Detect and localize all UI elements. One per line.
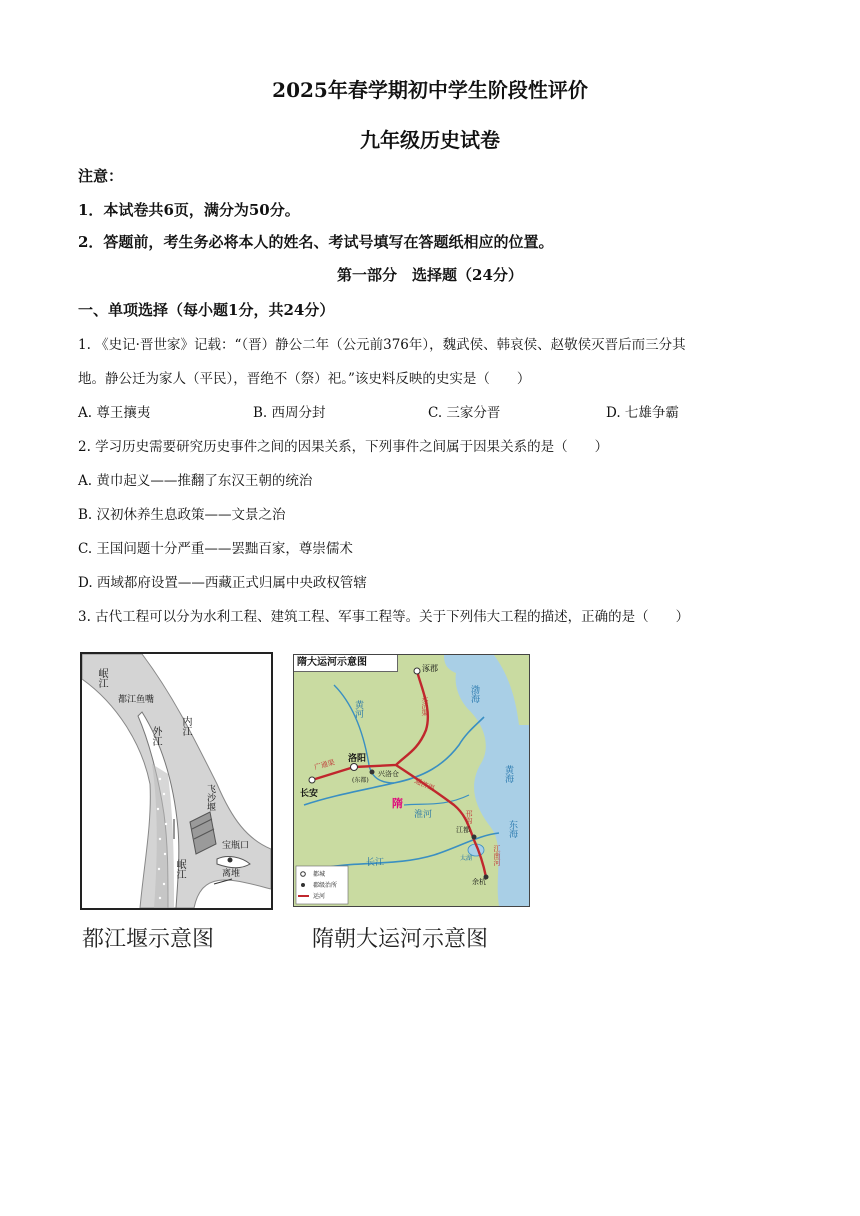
page-subtitle: 九年级历史试卷	[360, 128, 500, 152]
notice-item: 1．本试卷共6页，满分为50分。	[78, 201, 300, 219]
label-waijiang: 外江	[150, 726, 161, 746]
label-huanghai: 黄海	[503, 765, 513, 783]
label-hangou: 邗沟	[465, 810, 473, 824]
label-baopingkou: 宝瓶口	[222, 841, 250, 851]
label-yuhang: 余杭	[472, 878, 486, 886]
label-donghai: 东海	[507, 820, 517, 838]
notice-heading: 注意：	[78, 167, 124, 185]
label-feishayan: 飞沙堰	[205, 784, 215, 811]
section-title: 一、单项选择（每小题1分，共24分）	[78, 301, 335, 319]
question-1-stem: 1. 《史记·晋世家》记载：“（晋）静公二年（公元前376年），魏武侯、韩哀侯、赵敬侯灭晋后而三分其	[78, 337, 686, 353]
page-title: 2025年春学期初中学生阶段性评价	[272, 78, 588, 102]
dujiangyan-diagram	[80, 652, 273, 910]
label-huanghe: 黄河	[353, 700, 363, 718]
label-guangtongqu: 广通渠	[313, 758, 336, 772]
sui-canal-map	[293, 654, 530, 907]
q1-option-d: D. 七雄争霸	[606, 405, 679, 421]
q2-option-a: A. 黄巾起义——推翻了东汉王朝的统治	[78, 473, 313, 489]
label-jiangnanhe: 江南河	[493, 845, 501, 866]
label-yongjiqu: 永济渠	[421, 695, 429, 716]
label-minjiang-bottom: 岷江	[174, 859, 185, 879]
legend-capital: 都城	[313, 871, 326, 878]
label-luoyang: 洛阳	[348, 754, 367, 764]
canal-caption: 隋朝大运河示意图	[312, 927, 489, 952]
label-lidui: 离堆	[222, 869, 241, 879]
q1-option-b: B. 西周分封	[253, 405, 326, 421]
question-2-stem: 2. 学习历史需要研究历史事件之间的因果关系，下列事件之间属于因果关系的是（ ）	[78, 439, 609, 455]
label-bohai: 渤海	[469, 685, 479, 703]
q2-option-d: D. 西域都府设置——西藏正式归属中央政权管辖	[78, 575, 367, 591]
question-3-stem: 3. 古代工程可以分为水利工程、建筑工程、军事工程等。关于下列伟大工程的描述，正确的是（ ）	[78, 609, 690, 625]
q1-option-c: C. 三家分晋	[428, 405, 501, 421]
q2-option-b: B. 汉初休养生息政策——文景之治	[78, 507, 286, 523]
label-taihu: 太湖	[460, 855, 473, 862]
q1-option-a: A. 尊王攘夷	[78, 405, 151, 421]
label-yuzui: 都江鱼嘴	[118, 695, 155, 705]
label-luoyang-note: (东都)	[352, 777, 369, 784]
question-1-stem-cont: 地。静公迁为家人（平民），晋绝不（祭）祀。”该史料反映的史实是（ ）	[78, 371, 531, 387]
label-huaihe: 淮河	[414, 810, 433, 820]
label-neijiang: 内江	[180, 716, 191, 736]
label-changjiang: 长江	[366, 858, 385, 868]
label-xingluocang: 兴洛仓	[378, 770, 399, 778]
label-jiangdu: 江都	[456, 826, 470, 834]
label-changan: 长安	[300, 789, 319, 799]
label-zhuojun: 涿郡	[422, 664, 438, 673]
part-title: 第一部分 选择题（24分）	[337, 266, 523, 284]
q2-option-c: C. 王国问题十分严重——罢黜百家，尊崇儒术	[78, 541, 353, 557]
legend-canal: 运河	[313, 893, 326, 900]
map-title: 隋大运河示意图	[294, 655, 398, 672]
notice-item: 2．答题前，考生务必将本人的姓名、考试号填写在答题纸相应的位置。	[78, 233, 554, 251]
label-tongjiqu: 通济渠	[413, 776, 436, 794]
dujiangyan-caption: 都江堰示意图	[82, 927, 215, 952]
label-sui: 隋	[392, 797, 403, 810]
legend-prefecture: 郡级治所	[313, 882, 338, 889]
label-minjiang-top: 岷江	[96, 668, 107, 688]
